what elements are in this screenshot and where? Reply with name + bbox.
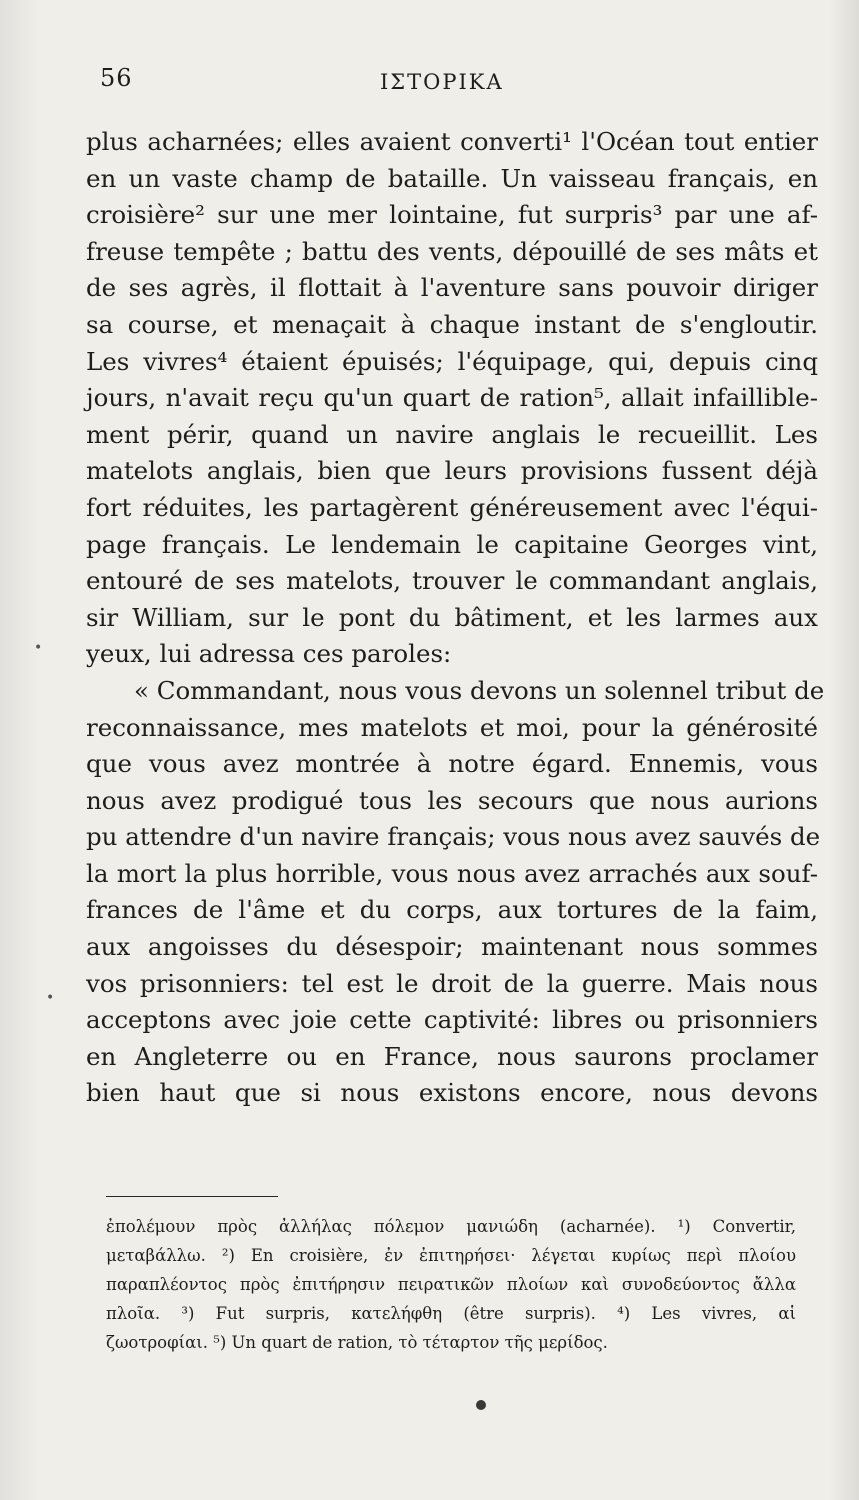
footnote-line: ζωοτροφίαι. ⁵) Un quart de ration, τὸ τέταρτον τῆς μερίδος.: [106, 1333, 608, 1352]
footnote-line: ἐπολέμουν πρὸς ἀλλήλας πόλεμον μανιώδη (acharnée). ¹) Convertir,: [106, 1217, 796, 1236]
text-line: plus acharnées; elles avaient converti¹ l'Océan tout entier: [86, 127, 818, 156]
text-line: que vous avez montrée à notre égard. Ennemis, vous: [86, 749, 818, 779]
page-header: [100, 64, 800, 104]
text-line: entouré de ses matelots, trouver le commandant anglais,: [86, 566, 818, 596]
footnote-rule: [106, 1196, 278, 1197]
text-line: Les vivres⁴ étaient épuisés; l'équipage, qui, depuis cinq: [86, 346, 818, 376]
text-line: « Commandant, nous vous devons un solennel tribut de: [134, 675, 825, 705]
text-line: sir William, sur le pont du bâtiment, et les larmes aux: [86, 602, 818, 632]
text-line: sa course, et menaçait à chaque instant de s'engloutir.: [86, 309, 818, 339]
bottom-ornament: [476, 1400, 486, 1410]
text-line: matelots anglais, bien que leurs provisions fussent déjà: [86, 456, 818, 486]
text-line: yeux, lui adressa ces paroles:: [86, 639, 452, 669]
text-line: de ses agrès, il flottait à l'aventure sans pouvoir diriger: [86, 273, 818, 303]
footnotes: [106, 1212, 796, 1357]
body-text: [86, 124, 825, 1112]
text-line: nous avez prodigué tous les secours que nous aurions: [86, 785, 818, 815]
text-line: acceptons avec joie cette captivité: libres ou prisonniers: [86, 1005, 818, 1035]
text-line: jours, n'avait reçu qu'un quart de ration⁵, allait infaillible-: [86, 383, 818, 413]
text-line: pu attendre d'un navire français; vous nous avez sauvés de: [86, 822, 821, 852]
text-line: fort réduites, les partagèrent généreusement avec l'équi-: [86, 492, 818, 522]
running-title: ΙΣΤΟΡΙΚΑ: [380, 70, 504, 94]
footnote-line: παραπλέοντος πρὸς ἐπιτήρησιν πειρατικῶν πλοίων καὶ συνοδεύοντος ἄλλα: [106, 1275, 796, 1294]
text-line: page français. Le lendemain le capitaine Georges vint,: [86, 529, 818, 559]
text-line: frances de l'âme et du corps, aux tortures de la faim,: [86, 895, 818, 925]
text-line: croisière² sur une mer lointaine, fut surpris³ par une af-: [86, 200, 818, 230]
page-number: 56: [100, 64, 133, 92]
text-line: freuse tempête ; battu des vents, dépouillé de ses mâts et: [86, 236, 818, 266]
text-line: bien haut que si nous existons encore, nous devons: [86, 1078, 818, 1108]
text-line: en Angleterre ou en France, nous saurons proclamer: [86, 1041, 818, 1071]
margin-mark: •: [46, 990, 55, 1006]
text-line: la mort la plus horrible, vous nous avez arrachés aux souf-: [86, 858, 818, 888]
text-line: reconnaissance, mes matelots et moi, pour la générosité: [86, 712, 818, 742]
footnote-line: πλοῖα. ³) Fut surpris, κατελήφθη (être surpris). ⁴) Les vivres, αἱ: [106, 1304, 796, 1323]
text-line: ment périr, quand un navire anglais le recueillit. Les: [86, 419, 818, 449]
text-line: en un vaste champ de bataille. Un vaisseau français, en: [86, 163, 818, 193]
margin-mark: •: [34, 640, 43, 656]
footnote-line: μεταβάλλω. ²) En croisière, ἐν ἐπιτηρήσει· λέγεται κυρίως περὶ πλοίου: [106, 1246, 796, 1265]
text-line: aux angoisses du désespoir; maintenant nous sommes: [86, 932, 818, 962]
text-line: vos prisonniers: tel est le droit de la guerre. Mais nous: [86, 968, 818, 998]
